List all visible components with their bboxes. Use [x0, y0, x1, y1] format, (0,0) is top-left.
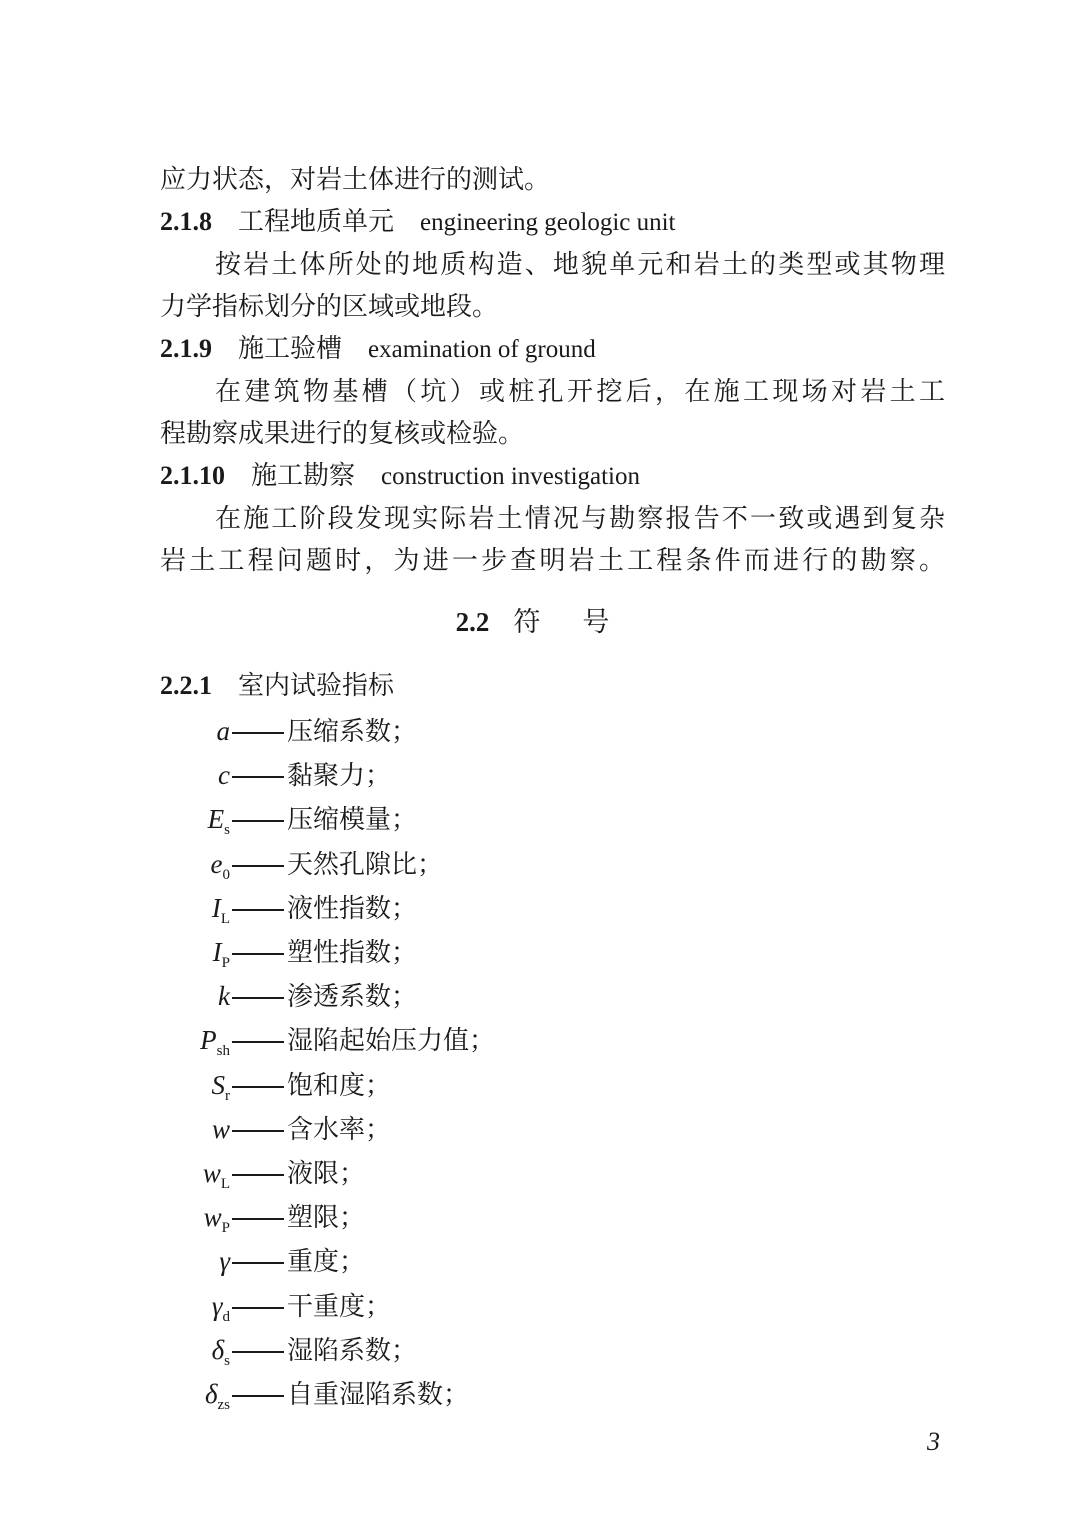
- term-title-en: construction investigation: [381, 463, 640, 490]
- em-dash: [232, 1130, 284, 1132]
- section-title-b: 号: [582, 607, 610, 638]
- symbol-row: [150, 1284, 391, 1328]
- symbol-row: [150, 753, 391, 797]
- symbol-subscript: 0: [222, 866, 230, 883]
- symbol-letter: I: [211, 892, 221, 923]
- symbol-letter: δ: [211, 1334, 225, 1365]
- symbol-row: [150, 1328, 417, 1372]
- symbol-letter: δ: [204, 1379, 218, 1409]
- symbol-description: 压缩系数；: [287, 717, 418, 747]
- symbol-subscript: zs: [217, 1397, 230, 1413]
- term-title-zh: 工程地质单元: [238, 207, 395, 237]
- symbol-description: 含水率；: [287, 1114, 392, 1145]
- symbol-letter: c: [218, 760, 230, 791]
- symbol-row: [150, 1063, 391, 1107]
- symbol-description: 渗透系数；: [287, 982, 418, 1013]
- symbol-subscript: s: [224, 822, 230, 839]
- term-title-zh: 施工验槽: [238, 334, 343, 364]
- term-body-line: 在建筑物基槽（坑）或桩孔开挖后，在施工现场对岩土工: [215, 377, 945, 407]
- em-dash: [232, 1307, 284, 1309]
- symbol-letter: w: [211, 1113, 230, 1144]
- symbol-letter: w: [203, 1202, 222, 1233]
- symbol: [150, 1372, 230, 1427]
- symbol: [150, 1107, 230, 1151]
- em-dash: [232, 1395, 284, 1397]
- symbol-row: [150, 930, 417, 974]
- symbol-row: [150, 842, 443, 886]
- section-title-a: 符: [513, 607, 541, 638]
- symbol-subscript: s: [224, 1352, 230, 1369]
- symbol-letter: k: [218, 981, 230, 1012]
- symbol-row: [150, 1018, 495, 1062]
- term-number: 2.1.9: [160, 334, 212, 363]
- subsection-number: 2.2.1: [160, 671, 212, 700]
- symbol-letter: γ: [211, 1290, 223, 1321]
- term-body-line: 程勘察成果进行的复核或检验。: [160, 419, 525, 449]
- symbol-description: 湿陷起始压力值；: [287, 1026, 496, 1057]
- section-number: 2.2: [455, 607, 490, 637]
- symbol-description: 液限；: [287, 1159, 366, 1189]
- symbol-description: 塑性指数；: [287, 938, 418, 968]
- symbol: [150, 1239, 230, 1283]
- symbol-subscript: L: [220, 910, 230, 927]
- intro-line: 应力状态，对岩土体进行的测试。: [160, 165, 551, 195]
- symbol-row: [150, 1195, 365, 1239]
- term-title-en: engineering geologic unit: [420, 209, 676, 236]
- symbol-description: 天然孔隙比；: [287, 849, 444, 880]
- em-dash: [232, 732, 284, 734]
- symbol-description: 塑限；: [287, 1203, 366, 1234]
- term-heading-2-1-8: [160, 200, 950, 245]
- em-dash: [232, 997, 284, 999]
- em-dash: [232, 909, 284, 911]
- term-title-en: examination of ground: [368, 336, 596, 363]
- symbol-letter: e: [210, 848, 223, 879]
- em-dash: [232, 1174, 284, 1176]
- page-number: 3: [927, 1427, 940, 1456]
- symbol: [150, 709, 230, 753]
- symbol-letter: γ: [219, 1246, 230, 1277]
- symbol-description: 湿陷系数；: [287, 1335, 418, 1366]
- symbol-description: 压缩模量；: [287, 805, 418, 836]
- symbol-subscript: L: [220, 1176, 230, 1192]
- symbol-row: [150, 709, 417, 753]
- symbol-letter: S: [211, 1069, 225, 1100]
- symbol-row: [150, 1107, 391, 1151]
- term-body-line: 在施工阶段发现实际岩土情况与勘察报告不一致或遇到复杂: [215, 504, 945, 534]
- symbol-row: [150, 886, 417, 930]
- symbol-description: 液性指数；: [287, 893, 418, 924]
- symbol: [150, 974, 230, 1018]
- symbol-description: 饱和度；: [287, 1070, 392, 1101]
- symbol: [150, 753, 230, 797]
- symbol-subscript: P: [221, 1220, 230, 1237]
- em-dash: [232, 865, 284, 867]
- symbol-letter: P: [200, 1025, 217, 1056]
- term-body-line: 岩土工程问题时，为进一步查明岩土工程条件而进行的勘察。: [160, 546, 945, 576]
- term-body-line: 按岩土体所处的地质构造、地貌单元和岩土的类型或其物理: [215, 250, 945, 280]
- symbol-letter: w: [202, 1158, 221, 1188]
- em-dash: [232, 1218, 284, 1220]
- term-heading-2-1-9: [160, 327, 950, 372]
- symbol-letter: a: [216, 716, 230, 746]
- em-dash: [232, 776, 284, 778]
- symbol-letter: I: [212, 937, 222, 967]
- term-heading-2-1-10: [160, 454, 950, 499]
- symbol-row: [150, 797, 417, 841]
- em-dash: [232, 1262, 284, 1264]
- symbol-description: 自重湿陷系数；: [287, 1380, 470, 1410]
- em-dash: [232, 820, 284, 822]
- term-number: 2.1.8: [160, 207, 212, 236]
- subsection-title: 室内试验指标: [238, 671, 395, 701]
- symbol-subscript: sh: [216, 1043, 230, 1060]
- symbol-description: 重度；: [287, 1247, 366, 1278]
- symbol-subscript: r: [225, 1087, 230, 1104]
- em-dash: [232, 1041, 284, 1043]
- symbol-description: 干重度；: [287, 1291, 392, 1322]
- em-dash: [232, 1086, 284, 1088]
- symbol-subscript: d: [222, 1308, 230, 1325]
- em-dash: [232, 953, 284, 955]
- section-title: [0, 600, 1065, 645]
- symbol-row: [150, 1372, 469, 1416]
- em-dash: [232, 1351, 284, 1353]
- term-number: 2.1.10: [160, 461, 225, 490]
- term-title-zh: 施工勘察: [251, 461, 356, 491]
- subsection-heading: [160, 664, 950, 708]
- symbol-letter: E: [207, 804, 225, 835]
- symbol-row: [150, 974, 417, 1018]
- term-body-line: 力学指标划分的区域或地段。: [160, 292, 499, 322]
- symbol-subscript: P: [221, 955, 230, 971]
- symbol-row: [150, 1151, 365, 1195]
- symbol-description: 黏聚力；: [287, 761, 392, 792]
- symbol-row: [150, 1239, 365, 1283]
